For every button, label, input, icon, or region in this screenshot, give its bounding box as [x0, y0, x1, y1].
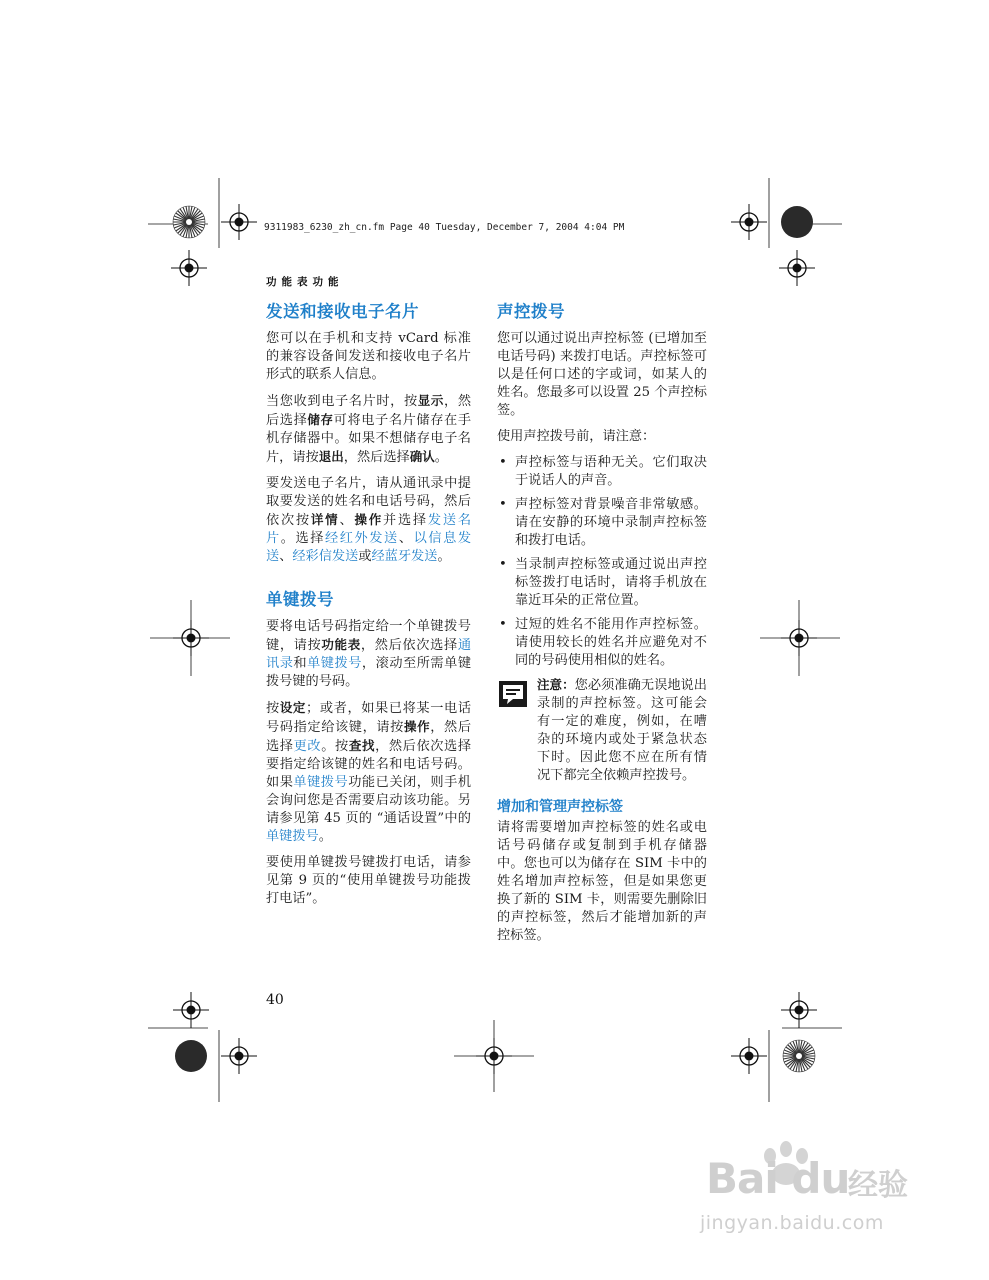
- paragraph-send-card: 要发送电子名片，请从通讯录中提取要发送的姓名和电话号码，然后依次按详情、操作并选择发送名片。选择经红外发送、以信息发送、经彩信发送或经蓝牙发送。: [266, 476, 472, 564]
- menu-via-mms: 经彩信发送: [292, 549, 359, 564]
- list-item: • 声控标签对背景噪音非常敏感。请在安静的环境中录制声控标签和拨打电话。: [497, 496, 707, 550]
- watermark-logo-text: Bai du: [706, 1154, 850, 1203]
- crop-mark-top-left-solid: [173, 206, 205, 238]
- keyword-options: 操作: [354, 512, 383, 527]
- keyword-assign: 设定: [279, 700, 307, 715]
- paragraph-vcard-intro: 您可以在手机和支持 vCard 标准的兼容设备间发送和接收电子名片形式的联系人信息。: [266, 331, 471, 382]
- right-column: [497, 300, 707, 953]
- watermark-cn-text: 经验: [848, 1168, 908, 1203]
- voice-tag-notes-list: [497, 454, 707, 670]
- menu-via-text-message: 以信息发送: [266, 531, 472, 564]
- watermark-url: jingyan.baidu.com: [700, 1212, 884, 1234]
- keyword-exit: 退出: [318, 449, 344, 464]
- paragraph-add-voice-tags: 请将需要增加声控标签的姓名或电话号码储存或复制到手机存储器中。您也可以为储存在 SIM 卡中的姓名增加声控标签，但是如果您更换了新的 SIM 卡，则需要先删除旧的声控标签，然后才能增加新的声控标签。: [497, 820, 707, 943]
- heading-voice-dialing: 声控拨号: [497, 302, 565, 321]
- menu-speed-dial-3: 单键拨号: [266, 829, 319, 844]
- note-label: 注意：: [537, 677, 575, 692]
- keyword-show: 显示: [417, 393, 445, 408]
- paragraph-receive-card: 当您收到电子名片时，按显示，然后选择储存可将电子名片储存在手机存储器中。如果不想储存电子名片，请按退出，然后选择确认。: [266, 393, 472, 465]
- list-item: • 当录制声控标签或通过说出声控标签拨打电话时，请将手机放在靠近耳朵的正常位置。: [497, 556, 707, 610]
- section-label: 功能表功能: [266, 276, 344, 288]
- list-item: • 声控标签与语种无关。它们取决于说话人的声音。: [497, 454, 707, 490]
- paragraph-use-speed-dial: 要使用单键拨号键拨打电话，请参见第 9 页的“使用单键拨号功能拨打电话”。: [266, 855, 471, 906]
- keyword-menu: 功能表: [321, 637, 361, 652]
- file-info-line: 9311983_6230_zh_cn.fm Page 40 Tuesday, December 7, 2004 4:04 PM: [264, 222, 625, 233]
- menu-via-infrared: 经红外发送: [325, 531, 399, 546]
- menu-change: 更改: [293, 739, 322, 754]
- keyword-save: 储存: [307, 412, 334, 427]
- note-body: 您必须准确无误地说出录制的声控标签。这可能会有一定的难度，例如，在嘈杂的环境内或处于紧急状态下时。因此您不应在所有情况下都完全依赖声控拨号。: [537, 678, 707, 783]
- menu-via-bluetooth: 经蓝牙发送: [371, 549, 438, 564]
- menu-speed-dial-2: 单键拨号: [293, 775, 349, 790]
- paragraph-before-use: 使用声控拨号前，请注意：: [497, 429, 656, 444]
- heading-speed-dial: 单键拨号: [266, 590, 334, 609]
- list-item: • 过短的姓名不能用作声控标签。请使用较长的姓名并应避免对不同的号码使用相似的姓名。: [497, 616, 707, 670]
- heading-send-receive-business-card: 发送和接收电子名片: [266, 302, 419, 321]
- menu-send-card: 发送名片: [266, 513, 472, 546]
- keyword-options-2: 操作: [403, 719, 431, 734]
- paragraph-voice-dialing-intro: 您可以通过说出声控标签 (已增加至电话号码) 来拨打电话。声控标签可以是任何口述的字或词，如某人的姓名。您最多可以设置 25 个声控标签。: [497, 331, 707, 418]
- keyword-confirm: 确认: [409, 449, 435, 464]
- note-icon: [497, 678, 537, 710]
- keyword-find: 查找: [348, 738, 376, 753]
- paragraph-assign-steps: 按设定；或者，如果已将某一电话号码指定给该键，请按操作，然后选择更改。按查找，然后依次选择要指定给该键的姓名和电话号码。如果单键拨号功能已关闭，则手机会询问您是否需要启动该功能。另请参见第 45 页的 “通话设置”中的单键拨号。: [266, 700, 472, 844]
- baidu-jingyan-watermark: [700, 1140, 940, 1250]
- note-box: [497, 676, 707, 785]
- left-column: [266, 300, 471, 916]
- paragraph-assign-speed-dial: 要将电话号码指定给一个单键拨号键，请按功能表，然后依次选择通讯录和单键拨号，滚动至所需单键拨号键的号码。: [266, 619, 472, 689]
- keyword-details: 详情: [310, 512, 340, 527]
- heading-add-manage-voice-tags: 增加和管理声控标签: [497, 799, 623, 815]
- page-number: 40: [266, 992, 284, 1008]
- menu-contacts: 通讯录: [266, 638, 471, 671]
- menu-speed-dial: 单键拨号: [307, 656, 362, 671]
